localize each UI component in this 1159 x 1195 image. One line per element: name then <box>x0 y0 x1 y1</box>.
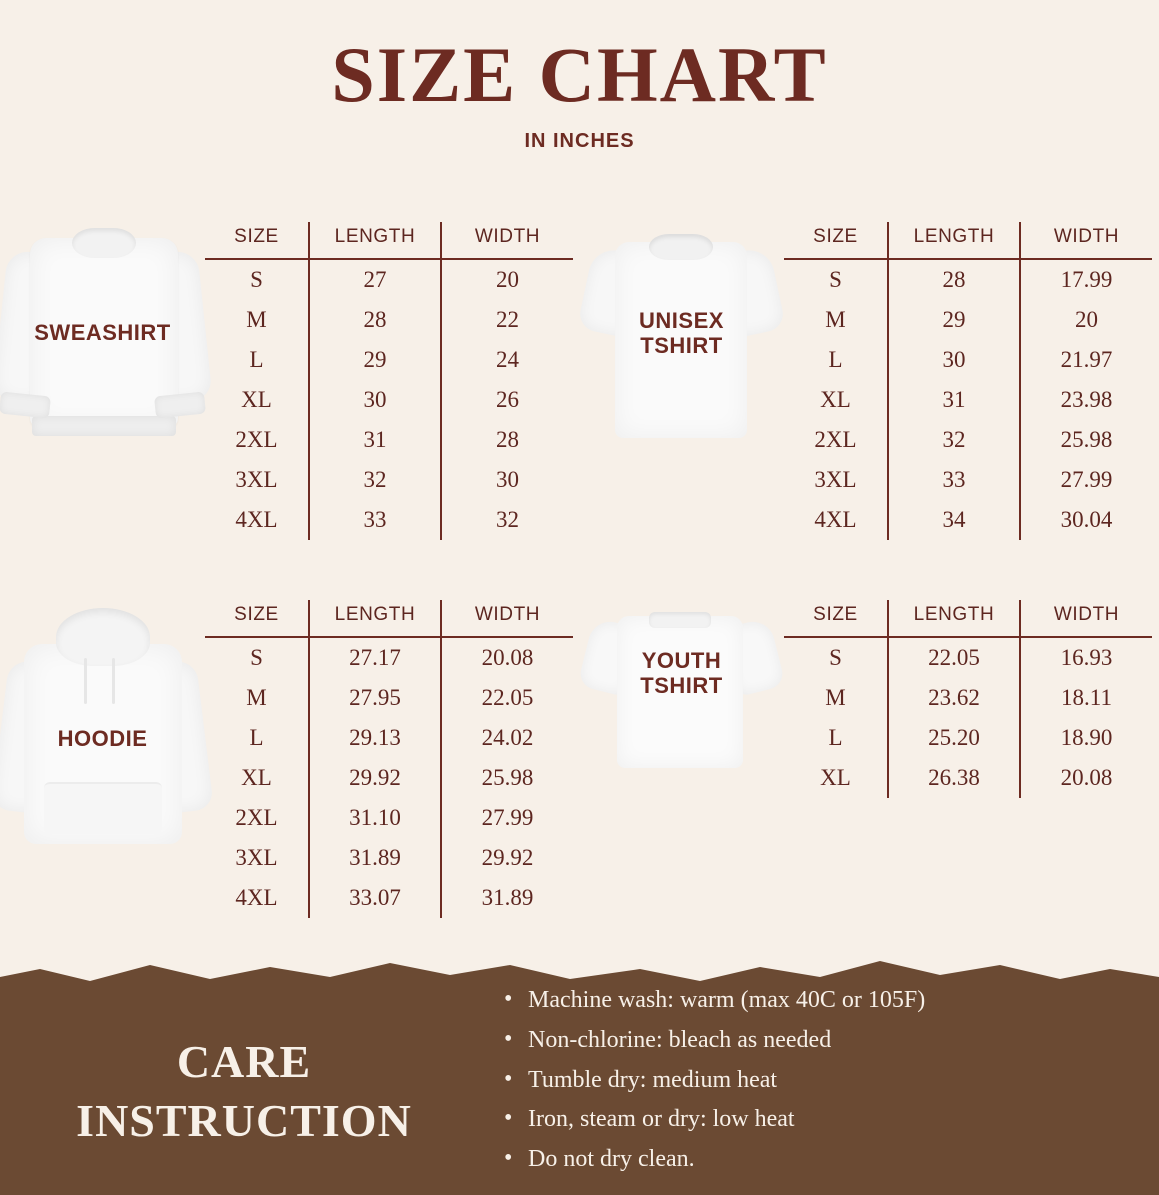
unisex-tshirt-label <box>579 308 784 359</box>
column-header-size: SIZE <box>205 600 309 637</box>
cell-size: 2XL <box>235 427 278 452</box>
chart-row-2 <box>0 586 1159 918</box>
cell-width: 30 <box>496 467 519 492</box>
cell-width: 26 <box>496 387 519 412</box>
column-header-size: SIZE <box>784 600 888 637</box>
cell-size: L <box>249 725 264 750</box>
cell-width: 27.99 <box>1060 467 1113 492</box>
sweatshirt-size-table <box>205 222 573 540</box>
table-row <box>205 380 573 420</box>
cell-size: 4XL <box>814 507 857 532</box>
cell-size: 3XL <box>235 467 278 492</box>
list-item: • Non-chlorine: bleach as needed <box>500 1026 1140 1066</box>
table-row <box>205 637 573 678</box>
cell-length: 26.38 <box>888 758 1020 798</box>
hoodie-size-table <box>205 600 573 918</box>
table-row <box>784 340 1152 380</box>
block-hoodie <box>0 586 579 918</box>
cell-width: 31.89 <box>481 885 534 910</box>
cell-length: 29.92 <box>309 758 441 798</box>
cell-length: 27.95 <box>309 678 441 718</box>
column-header-width: WIDTH <box>441 600 573 637</box>
list-item: • Machine wash: warm (max 40C or 105F) <box>500 986 1140 1026</box>
column-header-size: SIZE <box>784 222 888 259</box>
sweatshirt-collar <box>72 228 136 258</box>
column-header-width: WIDTH <box>1020 222 1152 259</box>
cell-width: 30.04 <box>1060 507 1113 532</box>
cell-size: XL <box>820 765 851 790</box>
cell-width: 24.02 <box>481 725 534 750</box>
sweatshirt-graphic <box>0 208 205 498</box>
care-instruction-footer <box>0 963 1159 1195</box>
cell-width: 23.98 <box>1060 387 1113 412</box>
sweatshirt-left-cuff <box>0 391 51 418</box>
cell-size: XL <box>241 387 272 412</box>
cell-size: 3XL <box>235 845 278 870</box>
care-title-line1: CARE <box>176 1036 312 1088</box>
cell-width: 32 <box>496 507 519 532</box>
cell-length: 23.62 <box>888 678 1020 718</box>
cell-length: 25.20 <box>888 718 1020 758</box>
cell-width: 27.99 <box>481 805 534 830</box>
cell-length: 33.07 <box>309 878 441 918</box>
cell-length: 34 <box>888 500 1020 540</box>
cell-size: 3XL <box>814 467 857 492</box>
table-row <box>205 500 573 540</box>
unisex-tshirt-collar <box>649 234 713 260</box>
table-row <box>784 758 1152 798</box>
column-header-size: SIZE <box>205 222 309 259</box>
cell-width: 20.08 <box>481 645 534 670</box>
youth-tshirt-label-line2: TSHIRT <box>640 673 723 699</box>
table-header-row <box>784 600 1152 637</box>
cell-width: 25.98 <box>1060 427 1113 452</box>
cell-size: XL <box>820 387 851 412</box>
cell-length: 32 <box>888 420 1020 460</box>
youth-tshirt-size-table <box>784 600 1152 798</box>
cell-length: 27.17 <box>309 637 441 678</box>
table-row <box>205 878 573 918</box>
cell-size: 2XL <box>814 427 857 452</box>
youth-tshirt-label <box>579 648 784 699</box>
table-header-row <box>784 222 1152 259</box>
unisex-tshirt-illustration <box>579 208 784 498</box>
cell-width: 25.98 <box>481 765 534 790</box>
cell-length: 28 <box>309 300 441 340</box>
table-row <box>205 678 573 718</box>
cell-length: 27 <box>309 259 441 300</box>
column-header-length: LENGTH <box>888 600 1020 637</box>
cell-size: M <box>246 685 267 710</box>
cell-length: 29 <box>309 340 441 380</box>
hoodie-illustration <box>0 586 205 886</box>
cell-length: 31 <box>888 380 1020 420</box>
size-chart-page <box>0 31 1159 1195</box>
sweatshirt-illustration <box>0 208 205 498</box>
page-subtitle: IN INCHES <box>524 130 635 152</box>
table-row <box>784 460 1152 500</box>
cell-width: 18.11 <box>1061 685 1112 710</box>
hoodie-drawstring-left <box>84 658 87 704</box>
table-row <box>784 678 1152 718</box>
column-header-length: LENGTH <box>309 222 441 259</box>
cell-length: 33 <box>309 500 441 540</box>
cell-length: 31.10 <box>309 798 441 838</box>
cell-width: 17.99 <box>1060 267 1113 292</box>
cell-length: 29 <box>888 300 1020 340</box>
cell-size: S <box>250 267 263 292</box>
unisex-tshirt-size-table <box>784 222 1152 540</box>
column-header-length: LENGTH <box>309 600 441 637</box>
cell-length: 31 <box>309 420 441 460</box>
unisex-tshirt-label-line2: TSHIRT <box>640 333 723 359</box>
table-row <box>205 718 573 758</box>
cell-size: S <box>250 645 263 670</box>
cell-size: L <box>828 725 843 750</box>
cell-length: 31.89 <box>309 838 441 878</box>
cell-size: 4XL <box>235 507 278 532</box>
cell-length: 28 <box>888 259 1020 300</box>
table-row <box>205 420 573 460</box>
cell-width: 29.92 <box>481 845 534 870</box>
cell-size: L <box>828 347 843 372</box>
cell-size: 2XL <box>235 805 278 830</box>
cell-width: 20.08 <box>1060 765 1113 790</box>
cell-size: M <box>246 307 267 332</box>
list-item: • Iron, steam or dry: low heat <box>500 1105 1140 1145</box>
sweatshirt-hem <box>32 416 176 436</box>
hoodie-label: HOODIE <box>57 726 148 751</box>
cell-width: 28 <box>496 427 519 452</box>
table-row <box>205 798 573 838</box>
cell-width: 18.90 <box>1060 725 1113 750</box>
block-youth-tshirt <box>579 586 1158 918</box>
size-chart-grid <box>0 208 1159 918</box>
table-row <box>205 758 573 798</box>
cell-width: 20 <box>496 267 519 292</box>
cell-length: 33 <box>888 460 1020 500</box>
list-item: • Do not dry clean. <box>500 1145 1140 1185</box>
cell-size: L <box>249 347 264 372</box>
cell-width: 22 <box>496 307 519 332</box>
cell-length: 30 <box>309 380 441 420</box>
youth-tshirt-illustration <box>579 586 784 806</box>
table-row <box>784 637 1152 678</box>
youth-tshirt-collar <box>649 612 711 628</box>
cell-width: 22.05 <box>481 685 534 710</box>
care-instruction-list <box>500 986 1140 1185</box>
hoodie-drawstring-right <box>112 658 115 704</box>
table-row <box>205 340 573 380</box>
cell-width: 24 <box>496 347 519 372</box>
table-row <box>784 380 1152 420</box>
cell-size: M <box>825 307 846 332</box>
list-item: • Tumble dry: medium heat <box>500 1066 1140 1106</box>
table-header-row <box>205 600 573 637</box>
cell-size: S <box>829 645 842 670</box>
table-row <box>784 500 1152 540</box>
cell-size: M <box>825 685 846 710</box>
table-row <box>784 300 1152 340</box>
table-row <box>205 259 573 300</box>
cell-size: XL <box>241 765 272 790</box>
column-header-length: LENGTH <box>888 222 1020 259</box>
cell-width: 21.97 <box>1060 347 1113 372</box>
table-row <box>784 718 1152 758</box>
table-row <box>205 838 573 878</box>
unisex-tshirt-label-line1: UNISEX <box>639 308 724 333</box>
table-row <box>784 420 1152 460</box>
block-sweatshirt <box>0 208 579 540</box>
cell-length: 22.05 <box>888 637 1020 678</box>
care-instruction-title <box>24 1033 464 1151</box>
cell-width: 16.93 <box>1060 645 1113 670</box>
cell-length: 30 <box>888 340 1020 380</box>
table-row <box>205 460 573 500</box>
cell-length: 32 <box>309 460 441 500</box>
hoodie-hood <box>56 608 150 666</box>
hoodie-pocket <box>44 782 162 834</box>
column-header-width: WIDTH <box>441 222 573 259</box>
cell-size: S <box>829 267 842 292</box>
column-header-width: WIDTH <box>1020 600 1152 637</box>
block-unisex-tshirt <box>579 208 1158 540</box>
cell-width: 20 <box>1075 307 1098 332</box>
youth-tshirt-label-line1: YOUTH <box>641 648 722 673</box>
sweatshirt-label: SWEASHIRT <box>34 320 171 345</box>
care-title-line2: INSTRUCTION <box>76 1095 412 1147</box>
sweatshirt-right-cuff <box>154 391 206 418</box>
page-title: SIZE CHART <box>331 31 828 118</box>
table-row <box>784 259 1152 300</box>
table-header-row <box>205 222 573 259</box>
cell-size: 4XL <box>235 885 278 910</box>
cell-length: 29.13 <box>309 718 441 758</box>
chart-row-1 <box>0 208 1159 540</box>
table-row <box>205 300 573 340</box>
